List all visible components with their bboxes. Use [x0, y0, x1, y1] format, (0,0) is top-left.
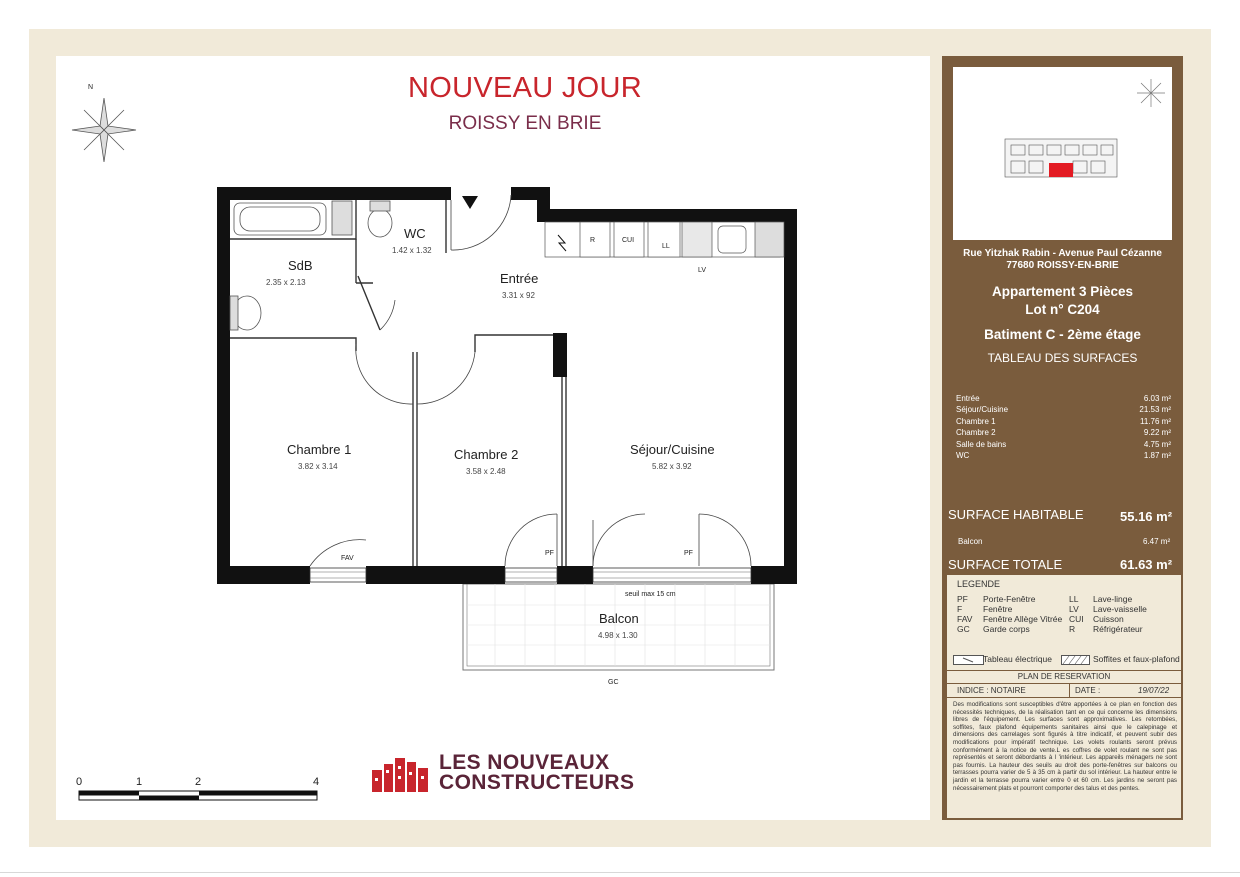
entrance-arrow-icon [462, 196, 478, 209]
tableau-electrique-label: Tableau électrique [983, 654, 1052, 664]
scale-tick-2: 2 [195, 776, 202, 788]
map-compass-icon [1137, 79, 1165, 107]
legend-label: Cuisson [1093, 614, 1124, 624]
balcony [463, 584, 774, 670]
compass-rose-icon [72, 98, 136, 162]
scale-tick-1: 1 [136, 776, 143, 788]
legend-label: Lave-vaisselle [1093, 604, 1147, 614]
surface-value: 11.76 m² [1140, 416, 1171, 426]
room-chambre2-dims: 3.58 x 2.48 [466, 467, 506, 476]
date-value: 19/07/22 [1138, 686, 1170, 695]
room-sdb-name: SdB [288, 258, 313, 273]
legend-label: Réfrigérateur [1093, 624, 1143, 634]
legend-code: LL [1069, 594, 1079, 604]
room-sdb-dims: 2.35 x 2.13 [266, 278, 306, 287]
kitchen-lv-label: LV [698, 267, 707, 274]
table-row [956, 439, 1171, 450]
room-wc-name: WC [404, 226, 426, 241]
legend-label: Lave-linge [1093, 594, 1133, 604]
scale-tick-4: 4 [313, 776, 320, 788]
surface-name: Chambre 2 [956, 428, 996, 438]
legend-code: CUI [1069, 614, 1084, 624]
surface-value: 4.75 m² [1143, 439, 1171, 449]
pf-label-chambre2: PF [545, 550, 554, 557]
legend-box [946, 574, 1182, 819]
legend-code: R [1069, 624, 1076, 634]
toilet-icon [368, 209, 392, 237]
fav-label: FAV [341, 555, 354, 562]
legal-notice: Des modifications sont susceptibles d'être apportées à ce plan en fonction des nécessités techniques, de la réalisation tant en ce qui concerne les dimensions libres de l'équipement. Les surfaces sont approximatives. Les retombées, soffites, faux plafond équipements sanitaires ainsi que le calepinage et dimensions des carrelages sont figurés à titre indicatif, et peuvent subir des modifications pour impératif technique. Les volets roulants seront prévus conformément à la notice de vente.L es coffres de volet roulant ne sont pas représentés et seront débordants à l 'intérieur. Les appareils ménagers ne sont pas fournis. La hauteur des seuils au droit des porte-fenêtres sur balcons ou terrasses pourra varier de 5 à 35 cm à partir du sol intérieur. La hauteur entre le jardin et la terrasse pourra varier entre 0 et 60 cm. Les jardins ne seront pas nécessairement plats et pourront comporter des talus et des pentes. [953, 701, 1177, 792]
kitchen-cui-label: CUI [622, 237, 635, 244]
lot-highlight [1049, 163, 1073, 177]
room-balcon-name: Balcon [599, 611, 639, 626]
project-subtitle: ROISSY EN BRIE [448, 113, 602, 134]
room-chambre2-name: Chambre 2 [454, 447, 519, 462]
soffites-label: Soffites et faux-plafond [1093, 654, 1180, 664]
table-row [956, 450, 1171, 461]
pf-label-sejour: PF [684, 550, 693, 557]
legend-label: Fenêtre [983, 604, 1013, 614]
surface-totale-label: SURFACE TOTALE [948, 557, 1063, 572]
surface-habitable-label: SURFACE HABITABLE [948, 507, 1084, 522]
room-wc-dims: 1.42 x 1.32 [392, 246, 432, 255]
surface-value: 1.87 m² [1143, 450, 1171, 460]
address-line-2: 77680 ROISSY-EN-BRIE [1006, 260, 1119, 271]
apartment-type: Appartement 3 Pièces [991, 284, 1134, 299]
room-chambre1-dims: 3.82 x 3.14 [298, 462, 338, 471]
table-row [956, 427, 1171, 438]
kitchen-ll-label: LL [662, 243, 670, 250]
surface-name: Chambre 1 [956, 416, 996, 426]
surface-value: 6.03 m² [1143, 394, 1171, 403]
location-map [953, 67, 1172, 240]
legend-code: PF [957, 594, 968, 604]
legend-code: F [957, 604, 963, 614]
legend-code: GC [957, 624, 970, 634]
room-sejour-name: Séjour/Cuisine [630, 442, 715, 457]
brand-line-1: LES NOUVEAUX [439, 751, 610, 774]
room-entree-dims: 3.31 x 92 [502, 291, 535, 300]
tableau-electrique-icon [953, 655, 985, 665]
table-row [956, 393, 1171, 404]
surface-value: 9.22 m² [1143, 428, 1171, 438]
lot-number: Lot n° C204 [1025, 302, 1100, 317]
kitchen-counter [545, 222, 784, 257]
builder-logo-icon [372, 758, 428, 792]
legend-label: Fenêtre Allège Vitrée [983, 614, 1063, 624]
soffites-icon [1061, 655, 1091, 665]
shower-corner-icon [332, 201, 352, 235]
legend-label: Porte-Fenêtre [983, 594, 1036, 604]
scale-bar [79, 791, 317, 800]
room-balcon-dims: 4.98 x 1.30 [598, 631, 638, 640]
table-row [956, 416, 1171, 427]
room-chambre1-name: Chambre 1 [287, 442, 352, 457]
table-row [956, 404, 1171, 415]
surface-name: Séjour/Cuisine [956, 405, 1009, 415]
kitchen-r-label: R [590, 237, 596, 244]
seuil-label: seuil max 15 cm [625, 591, 676, 598]
balcon-label: Balcon [958, 537, 983, 546]
surface-name: Salle de bains [956, 439, 1007, 449]
date-label: DATE : [1075, 686, 1101, 695]
legend-code: LV [1069, 604, 1079, 614]
address-line-1: Rue Yitzhak Rabin - Avenue Paul Cézanne [963, 248, 1162, 259]
surface-habitable-value: 55.16 m² [1120, 509, 1173, 524]
compass-north-label: N [88, 84, 94, 91]
surface-value: 21.53 m² [1139, 405, 1171, 415]
legend-label: Garde corps [983, 624, 1030, 634]
brand-line-2: CONSTRUCTEURS [439, 771, 635, 794]
scale-tick-0: 0 [76, 776, 83, 788]
surface-name: Entrée [956, 394, 980, 403]
indice-label: INDICE : NOTAIRE [957, 686, 1026, 695]
plan-reservation-label: PLAN DE RESERVATION [1017, 672, 1111, 681]
room-entree-name: Entrée [500, 271, 539, 286]
surfaces-table [956, 393, 1171, 461]
room-sejour-dims: 5.82 x 3.92 [652, 462, 692, 471]
building-floor: Batiment C - 2ème étage [984, 327, 1141, 342]
gc-label: GC [608, 679, 619, 686]
surface-name: WC [956, 450, 970, 460]
balcon-value: 6.47 m² [1143, 537, 1171, 546]
surfaces-table-title: TABLEAU DES SURFACES [987, 351, 1138, 365]
project-title: NOUVEAU JOUR [407, 72, 642, 104]
surface-totale-value: 61.63 m² [1120, 557, 1173, 572]
legend-code: FAV [957, 614, 973, 624]
legend-title: LEGENDE [957, 579, 1001, 589]
